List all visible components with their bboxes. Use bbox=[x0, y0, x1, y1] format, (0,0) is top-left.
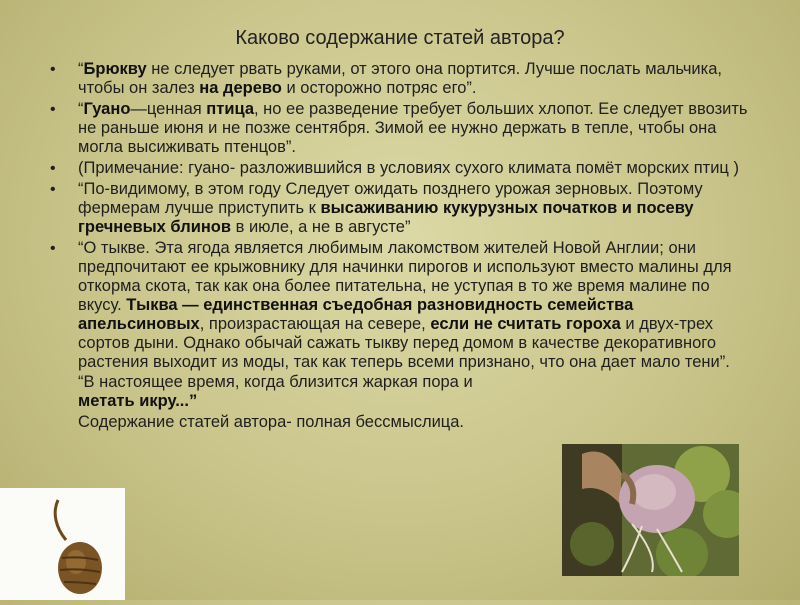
text: “В настоящее время, когда близится жаркая пора и bbox=[78, 373, 473, 391]
text: “ bbox=[78, 100, 84, 118]
conclusion-text: Содержание статей автора- полная бессмыслица. bbox=[78, 413, 464, 431]
tuber-illustration bbox=[0, 488, 125, 600]
text: “По-видимому, в этом году Следует ожидать позднего урожая зерновых. Поэтому фермерам лучше приступить к bbox=[78, 180, 703, 217]
bold-text: Тыква — единственная съедобная разновидность семейства апельсиновых bbox=[78, 296, 634, 333]
bullet-dot: • bbox=[50, 101, 56, 118]
bold-text: Гуано bbox=[83, 100, 131, 118]
text: —ценная bbox=[130, 100, 207, 118]
bullet-pumpkin bbox=[50, 239, 750, 432]
bullet-rutabaga bbox=[50, 60, 750, 98]
bullet-guano bbox=[50, 100, 750, 157]
bold-text: высаживанию кукурузных початков и посеву гречневых блинов bbox=[78, 199, 694, 236]
text: “О тыкве. Эта ягода является любимым лакомством жителей Новой Англии; они предпочитают ее крыжовнику для начинки пирогов и используют вместо малины для откорма скота, так как она более питательна, не уступая в то же время малине по вкусу. bbox=[78, 239, 732, 314]
text: и осторожно потряс его”. bbox=[281, 79, 477, 97]
bold-text: на дерево bbox=[199, 79, 282, 97]
bullet-list bbox=[50, 60, 750, 434]
bullet-dot: • bbox=[50, 240, 56, 257]
tuber-photo bbox=[0, 488, 125, 600]
bold-text: метать икру...” bbox=[78, 392, 198, 410]
continuation-text bbox=[78, 373, 750, 411]
bullet-harvest bbox=[50, 180, 750, 237]
slide-title: Каково содержание статей автора? bbox=[235, 27, 565, 49]
text: , произрастающая на севере, bbox=[199, 315, 431, 333]
text: не следует рвать руками, от этого она портится. Лучше послать мальчика, чтобы он залез bbox=[78, 60, 722, 97]
text: и двух-трех сортов дыни. Однако обычай сажать тыкву перед домом в качестве декоративного растения выходит из моды, так как теперь всеми признано, что она дает мало тени”. bbox=[78, 315, 730, 371]
bullet-dot: • bbox=[50, 181, 56, 198]
bold-text: если не считать гороха bbox=[430, 315, 621, 333]
rutabaga-illustration bbox=[562, 444, 739, 576]
bold-text: Брюкву bbox=[83, 60, 147, 78]
text: , но ее разведение требует больших хлопот. Ее следует ввозить не раньше июня и не позже сентября. Зимой ее нужно держать в тепле, чтобы она могла высиживать птенцов”. bbox=[78, 100, 748, 156]
text: “ bbox=[78, 60, 84, 78]
bullet-dot: • bbox=[50, 61, 56, 78]
bullet-dot: • bbox=[50, 160, 56, 177]
rutabaga-photo bbox=[562, 444, 739, 576]
bold-text: птица bbox=[206, 100, 254, 118]
text: в июле, а не в августе” bbox=[231, 218, 411, 236]
text: (Примечание: гуано- разложившийся в условиях сухого климата помёт морских птиц ) bbox=[78, 159, 739, 177]
bullet-note bbox=[50, 159, 750, 178]
